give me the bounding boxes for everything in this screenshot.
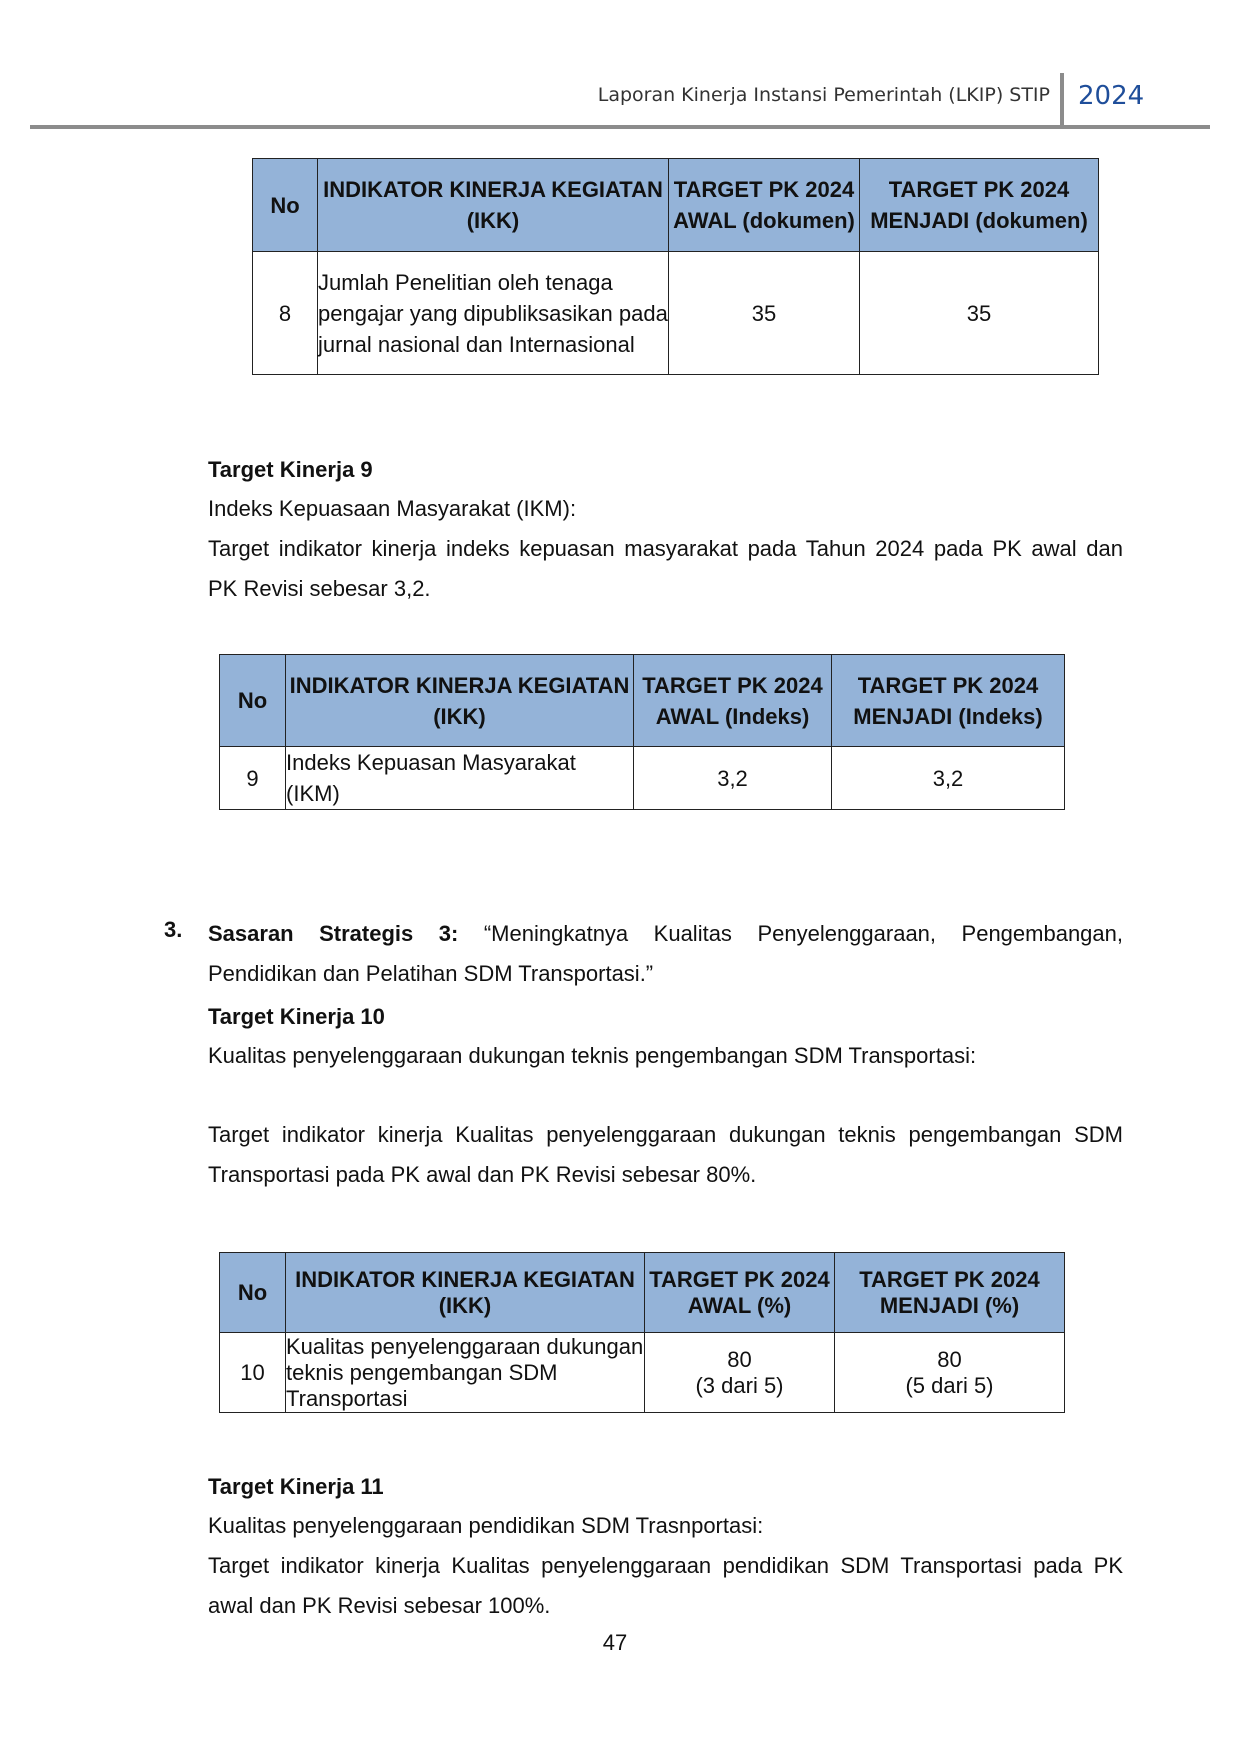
cell-target-awal: 3,2 xyxy=(634,747,832,810)
paragraph-target-11-line1: Target indikator kinerja Kualitas penyelenggaraan pendidikan SDM Transportasi pada PK xyxy=(208,1553,1123,1578)
cell-target-awal-note: (3 dari 5) xyxy=(695,1372,784,1398)
report-header-year: 2024 xyxy=(1078,81,1145,111)
subheading-target-10: Kualitas penyelenggaraan dukungan teknis pengembangan SDM Transportasi: xyxy=(208,1043,977,1068)
col-header-target-awal: TARGET PK 2024 AWAL (%) xyxy=(645,1253,835,1333)
col-header-target-menjadi: TARGET PK 2024 MENJADI (%) xyxy=(835,1253,1065,1333)
report-header-title: Laporan Kinerja Instansi Pemerintah (LKIP) STIP xyxy=(597,84,1050,106)
subheading-ikm: Indeks Kepuasaan Masyarakat (IKM): xyxy=(208,496,577,521)
paragraph-target-10-line2: Transportasi pada PK awal dan PK Revisi sebesar 80%. xyxy=(208,1162,757,1187)
cell-no: 9 xyxy=(220,747,286,810)
heading-target-kinerja-10: Target Kinerja 10 xyxy=(208,1004,385,1029)
cell-no: 8 xyxy=(253,252,318,375)
header-rule xyxy=(30,125,1210,129)
table-header-row xyxy=(220,1253,1065,1333)
paragraph-target-10-line1: Target indikator kinerja Kualitas penyelenggaraan dukungan teknis pengembangan SDM xyxy=(208,1122,1123,1147)
cell-indikator: Kualitas penyelenggaraan dukungan teknis pengembangan SDM Transportasi xyxy=(286,1333,644,1411)
subheading-target-11: Kualitas penyelenggaraan pendidikan SDM Trasnportasi: xyxy=(208,1513,764,1538)
cell-no: 10 xyxy=(220,1333,286,1413)
cell-indikator: Jumlah Penelitian oleh tenaga pengajar yang dipubliksasikan pada jurnal nasional dan Internasional xyxy=(318,252,669,375)
table-target-8 xyxy=(252,158,1099,375)
col-header-target-awal: TARGET PK 2024 AWAL (Indeks) xyxy=(634,655,832,747)
paragraph-target-9-line1: Target indikator kinerja indeks kepuasan masyarakat pada Tahun 2024 pada PK awal dan xyxy=(208,536,1123,561)
paragraph-target-9-line2: PK Revisi sebesar 3,2. xyxy=(208,576,431,601)
cell-target-menjadi-note: (5 dari 5) xyxy=(905,1372,994,1398)
col-header-indikator: INDIKATOR KINERJA KEGIATAN (IKK) xyxy=(286,655,634,747)
cell-target-menjadi xyxy=(835,1333,1065,1413)
col-header-indikator: INDIKATOR KINERJA KEGIATAN (IKK) xyxy=(286,1253,645,1333)
col-header-indikator: INDIKATOR KINERJA KEGIATAN (IKK) xyxy=(318,159,669,252)
table-row xyxy=(220,1333,1065,1413)
paragraph-target-11-line2: awal dan PK Revisi sebesar 100%. xyxy=(208,1593,551,1618)
sasaran-strategis-3-quote: “Meningkatnya Kualitas Penyelenggaraan, Pengembangan, xyxy=(483,921,1123,946)
cell-indikator: Indeks Kepuasan Masyarakat (IKM) xyxy=(286,747,634,810)
table-header-row xyxy=(253,159,1099,252)
page-number: 47 xyxy=(602,1630,628,1655)
cell-target-menjadi: 35 xyxy=(860,252,1099,375)
table-row xyxy=(220,747,1065,810)
col-header-no: No xyxy=(220,1253,286,1333)
cell-target-awal-value: 80 xyxy=(727,1346,752,1372)
table-target-9 xyxy=(219,654,1065,810)
cell-target-menjadi: 3,2 xyxy=(832,747,1065,810)
heading-target-kinerja-9: Target Kinerja 9 xyxy=(208,457,373,482)
col-header-target-menjadi: TARGET PK 2024 MENJADI (Indeks) xyxy=(832,655,1065,747)
col-header-target-awal: TARGET PK 2024 AWAL (dokumen) xyxy=(669,159,860,252)
table-row xyxy=(253,252,1099,375)
section-number-3: 3. xyxy=(164,917,183,942)
sasaran-strategis-3-line2: Pendidikan dan Pelatihan SDM Transportasi.” xyxy=(208,961,654,986)
table-header-row xyxy=(220,655,1065,747)
col-header-no: No xyxy=(253,159,318,252)
header-divider xyxy=(1060,73,1064,126)
col-header-no: No xyxy=(220,655,286,747)
heading-target-kinerja-11: Target Kinerja 11 xyxy=(208,1474,384,1499)
cell-target-menjadi-value: 80 xyxy=(937,1346,962,1372)
col-header-target-menjadi: TARGET PK 2024 MENJADI (dokumen) xyxy=(860,159,1099,252)
cell-target-awal xyxy=(645,1333,835,1413)
cell-target-awal: 35 xyxy=(669,252,860,375)
table-target-10 xyxy=(219,1252,1065,1413)
sasaran-strategis-3-label: Sasaran Strategis 3: xyxy=(208,921,459,946)
sasaran-strategis-3-line1 xyxy=(208,914,1123,954)
